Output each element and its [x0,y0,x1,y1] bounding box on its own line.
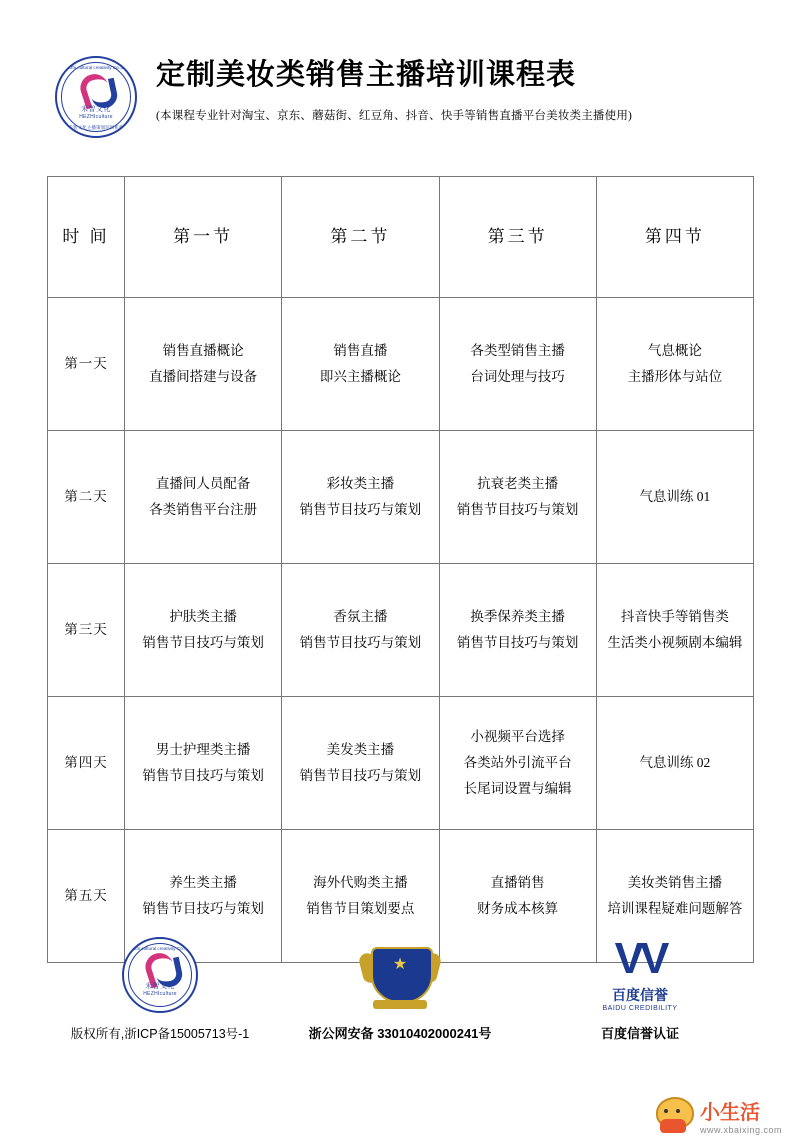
cell-line: 财务成本核算 [477,901,559,916]
seal-arc-top-text: Hezhi cultural creativity Co.,Ltd [64,65,128,70]
cell-line: 销售节目技巧与策划 [142,901,264,916]
document-header [0,0,800,138]
row-header-day: 第四天 [48,697,125,830]
row-header-day: 第三天 [48,564,125,697]
cell-line: 小视频平台选择 [470,728,565,744]
watermark-site-name: 小生活 [699,1102,760,1124]
seal-brand-cn: 禾智文化 [81,106,111,113]
table-cell [125,431,282,564]
table-cell [439,298,596,431]
cell-line: 即兴主播概论 [319,369,401,384]
table-cell [596,298,753,431]
cell-line: 培训课程疑难问题解答 [607,901,743,916]
seal-arc-top-text: Hezhi cultural creativity Co.,Ltd [128,946,192,951]
police-star-icon: ★ [392,956,408,973]
cell-line: 销售节目技巧与策划 [142,768,264,783]
cell-line: 气息概论 [647,342,702,358]
mascot-eye-right [676,1109,680,1113]
cell-line: 养生类主播 [169,874,237,890]
seal-swoosh-icon [144,953,178,983]
page-subtitle: (本课程专业针对淘宝、京东、蘑菇街、红豆角、抖音、快手等销售直播平台美妆类主播使用) [156,109,633,122]
schedule-table-container [0,138,800,963]
table-row [48,697,754,830]
table-cell [125,697,282,830]
baidu-credibility-text: 百度信誉认证 [600,1026,679,1041]
table-cell [439,431,596,564]
cell-line: 气息训练 02 [639,754,711,770]
table-header-row [48,177,754,298]
row-header-day: 第二天 [48,431,125,564]
column-header-session-4: 第四节 [596,177,753,298]
cell-line: 销售节目策划要点 [306,901,415,916]
cell-line: 换季保养类主播 [470,608,565,624]
column-header-session-3: 第三节 [439,177,596,298]
table-cell [282,431,439,564]
title-block [144,52,760,123]
table-cell [596,431,753,564]
table-row [48,564,754,697]
footer-seal-wrap [41,936,279,1014]
table-cell [282,298,439,431]
cell-line: 各类站外引流平台 [463,754,572,770]
seal-arc-bottom-text: 禾智文化主播策划培训机构 [68,125,124,130]
seal-brand-en: HEZHIculture [143,991,177,997]
seal-swoosh-icon [79,74,113,104]
table-cell [439,697,596,830]
police-record-text: 浙公网安备 33010402000241号 [308,1026,492,1041]
cell-line: 男士护理类主播 [155,741,251,757]
baidu-v-mark: VV [614,933,666,983]
cell-line: 抖音快手等销售类 [620,608,729,624]
seal-brand-en: HEZHIculture [79,114,113,120]
cell-line: 美妆类销售主播 [627,874,723,890]
table-row [48,431,754,564]
police-badge-icon [365,937,435,1011]
cell-line: 销售节目技巧与策划 [299,502,422,517]
cell-line: 各类型销售主播 [470,342,565,358]
cell-line: 销售节目技巧与策划 [456,502,579,517]
cell-line: 长尾词设置与编辑 [463,781,572,797]
cell-line: 各类销售平台注册 [149,502,258,517]
column-header-session-2: 第二节 [282,177,439,298]
copyright-text: 版权所有,浙ICP备15005713号-1 [70,1027,250,1041]
schedule-table [47,176,754,963]
cell-line: 销售节目技巧与策划 [299,635,422,650]
seal-brand-cn: 禾智文化 [145,983,175,990]
cell-line: 生活类小视频剧本编辑 [607,635,743,650]
table-cell [282,697,439,830]
table-cell [439,564,596,697]
table-cell [596,564,753,697]
baidu-credibility-icon [580,933,700,1012]
footer-item-police-record [281,935,519,1042]
cell-line: 台词处理与技巧 [470,369,565,384]
cell-line: 销售直播概论 [162,342,244,358]
cell-line: 直播间人员配备 [155,475,251,491]
cell-line: 抗衰老类主播 [477,475,559,491]
police-base [373,1000,427,1009]
cell-line: 美发类主播 [326,741,395,757]
watermark-site-url: www.xbaixing.com [699,1125,782,1135]
cell-line: 销售节目技巧与策划 [456,635,579,650]
table-cell [125,298,282,431]
row-header-day: 第五天 [48,830,125,963]
document-footer [0,935,800,1042]
footer-row [40,935,760,1042]
table-cell [125,564,282,697]
company-seal-icon [55,56,137,138]
column-header-time: 时 间 [48,177,125,298]
cell-line: 海外代购类主播 [313,874,408,890]
row-header-day: 第一天 [48,298,125,431]
baidu-badge-wrap [521,935,759,1013]
cell-line: 销售节目技巧与策划 [142,635,264,650]
cell-line: 主播形体与站位 [627,369,723,384]
footer-item-baidu-credibility [521,935,759,1042]
table-cell [596,697,753,830]
mascot-eye-left [664,1109,668,1113]
cell-line: 彩妆类主播 [326,475,395,491]
cell-line: 销售节目技巧与策划 [299,768,422,783]
site-watermark [652,1093,782,1135]
table-cell [282,564,439,697]
mascot-icon [652,1093,694,1135]
baidu-badge-cn: 百度信誉 [612,986,668,1003]
cell-line: 护肤类主播 [169,608,237,624]
footer-item-copyright [41,936,279,1042]
page-title: 定制美妆类销售主播培训课程表 [156,59,577,91]
baidu-badge-en: BAIDU CREDIBILITY [602,1004,678,1012]
logo-container [48,52,144,138]
cell-line: 销售直播 [333,342,388,358]
police-badge-wrap [281,935,519,1013]
cell-line: 直播间搭建与设备 [149,369,258,384]
cell-line: 直播销售 [490,874,545,890]
column-header-session-1: 第一节 [125,177,282,298]
cell-line: 气息训练 01 [639,488,711,504]
table-row [48,298,754,431]
watermark-text-block [700,1103,782,1135]
company-seal-icon [122,937,198,1013]
cell-line: 香氛主播 [333,608,388,624]
mascot-body [660,1119,686,1133]
